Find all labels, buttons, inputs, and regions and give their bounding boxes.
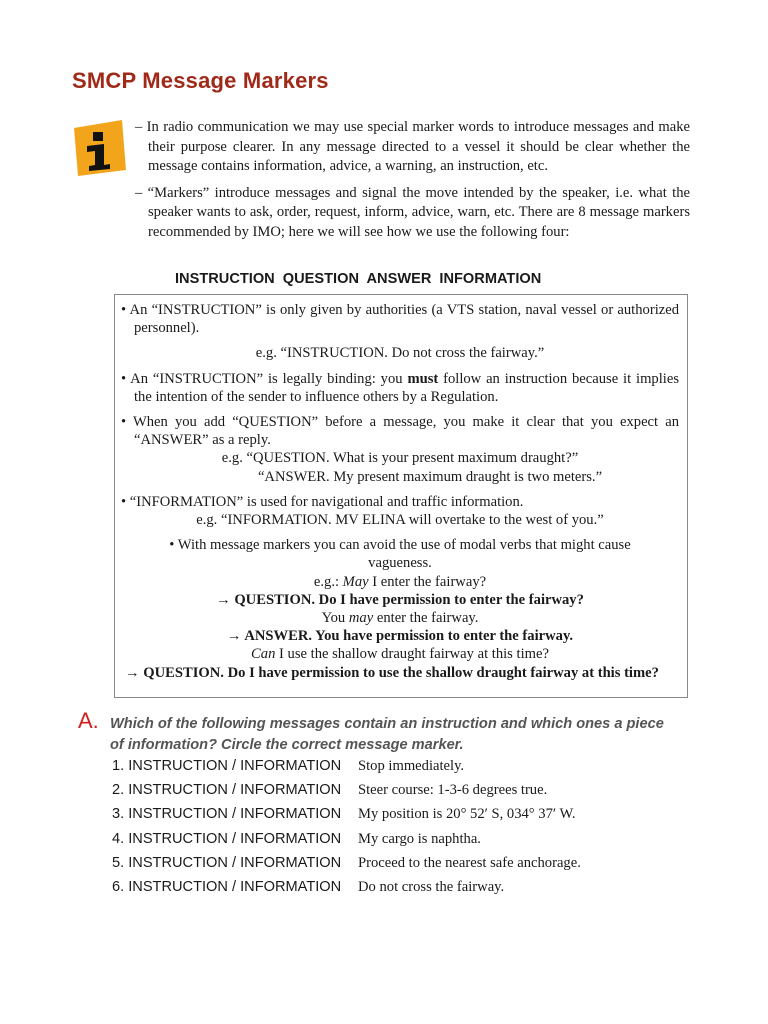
reply-prefix: You	[321, 610, 349, 627]
intro-paragraph-2: – “Markers” introduce messages and signal the move intended by the speaker, i.e. what the speaker wants to ask, order, request, inform, advice, warn, etc. There are 8 message markers recommended by IMO; here we will see how we use the following four:	[135, 184, 690, 240]
exercise-markers[interactable]: 3. INSTRUCTION / INFORMATION	[112, 806, 342, 823]
exercise-message: My cargo is naphtha.	[358, 830, 481, 847]
exercise-markers[interactable]: 2. INSTRUCTION / INFORMATION	[112, 782, 342, 799]
exercise-item[interactable]	[112, 806, 581, 830]
example-information: e.g. “INFORMATION. MV ELINA will overtake to the west of you.”	[196, 512, 604, 529]
bullet-text: • An “INSTRUCTION” is legally binding: you	[121, 370, 408, 387]
eg-prefix: e.g.:	[313, 573, 343, 590]
exercise-item[interactable]	[112, 831, 581, 855]
intro-paragraph-1: – In radio communication we may use special marker words to introduce messages and make their purpose clearer. In any message directed to a vessel it should be clear whether the message contains information, advice, a warning, an instruction, etc.	[135, 119, 690, 174]
exercise-markers[interactable]: 6. INSTRUCTION / INFORMATION	[112, 878, 342, 895]
question-permission-shallow: → QUESTION. Do I have permission to use the shallow draught fairway at this time?	[125, 664, 659, 681]
exercise-message: My position is 20° 52′ S, 034° 37′ W.	[358, 806, 576, 823]
exercise-message: Stop immediately.	[358, 758, 465, 774]
exercise-item[interactable]	[112, 879, 581, 903]
info-icon	[70, 118, 128, 178]
bullet-information: • “INFORMATION” is used for navigational and traffic information.	[121, 493, 524, 510]
exercise-list	[112, 758, 581, 903]
bullet-modal-verbs: • With message markers you can avoid the use of modal verbs that might cause vagueness.	[169, 537, 631, 572]
must-bold: must	[407, 370, 439, 387]
example-may	[121, 573, 679, 591]
question-permission-enter: → QUESTION. Do I have permission to enter the fairway?	[216, 591, 584, 608]
bullet-instruction-authorities: • An “INSTRUCTION” is only given by authorities (a VTS station, naval vessel or authorized personnel).	[121, 302, 679, 337]
bullet-instruction-binding	[121, 370, 679, 406]
intro-text	[135, 118, 690, 249]
example-instruction: e.g. “INSTRUCTION. Do not cross the fairway.”	[255, 345, 545, 362]
modal-may-reply: may	[348, 610, 374, 627]
example-can	[121, 645, 679, 663]
exercise-message: Proceed to the nearest safe anchorage.	[358, 854, 581, 871]
example-question: e.g. “QUESTION. What is your present maximum draught?”	[221, 450, 579, 467]
section-letter: A.	[78, 708, 99, 733]
exercise-a-heading	[78, 710, 698, 756]
eg-suffix: I enter the fairway?	[368, 573, 487, 590]
exercise-question-line-1: Which of the following messages contain an instruction and which ones a piece	[110, 716, 664, 732]
example-answer: “ANSWER. My present maximum draught is two meters.”	[257, 468, 603, 485]
markers-explanation-box	[114, 294, 688, 698]
exercise-markers[interactable]: 5. INSTRUCTION / INFORMATION	[112, 854, 342, 871]
exercise-question-line-2: of information? Circle the correct message marker.	[110, 737, 464, 753]
bullet-question: • When you add “QUESTION” before a message, you make it clear that you expect an “ANSWER” as a reply.	[121, 414, 679, 449]
exercise-item[interactable]	[112, 782, 581, 806]
exercise-markers[interactable]: 4. INSTRUCTION / INFORMATION	[112, 830, 342, 847]
exercise-message: Do not cross the fairway.	[358, 878, 505, 895]
exercise-message: Steer course: 1-3-6 degrees true.	[358, 782, 548, 799]
can-suffix: I use the shallow draught fairway at this time?	[275, 646, 549, 663]
reply-may	[121, 609, 679, 627]
exercise-item[interactable]	[112, 855, 581, 879]
reply-suffix: enter the fairway.	[373, 610, 479, 627]
modal-can: Can	[251, 646, 276, 663]
exercise-markers[interactable]: 1. INSTRUCTION / INFORMATION	[112, 758, 342, 774]
modal-may: May	[342, 573, 369, 590]
page-title: SMCP Message Markers	[72, 68, 329, 93]
bullet-text: follow an instruction because it implies the intention of the sender to influence others by a Regulation.	[134, 370, 679, 405]
answer-permission-enter: → ANSWER. You have permission to enter the fairway.	[226, 628, 574, 645]
markers-list: INSTRUCTION QUESTION ANSWER INFORMATION	[175, 271, 542, 287]
exercise-item[interactable]	[112, 758, 581, 782]
